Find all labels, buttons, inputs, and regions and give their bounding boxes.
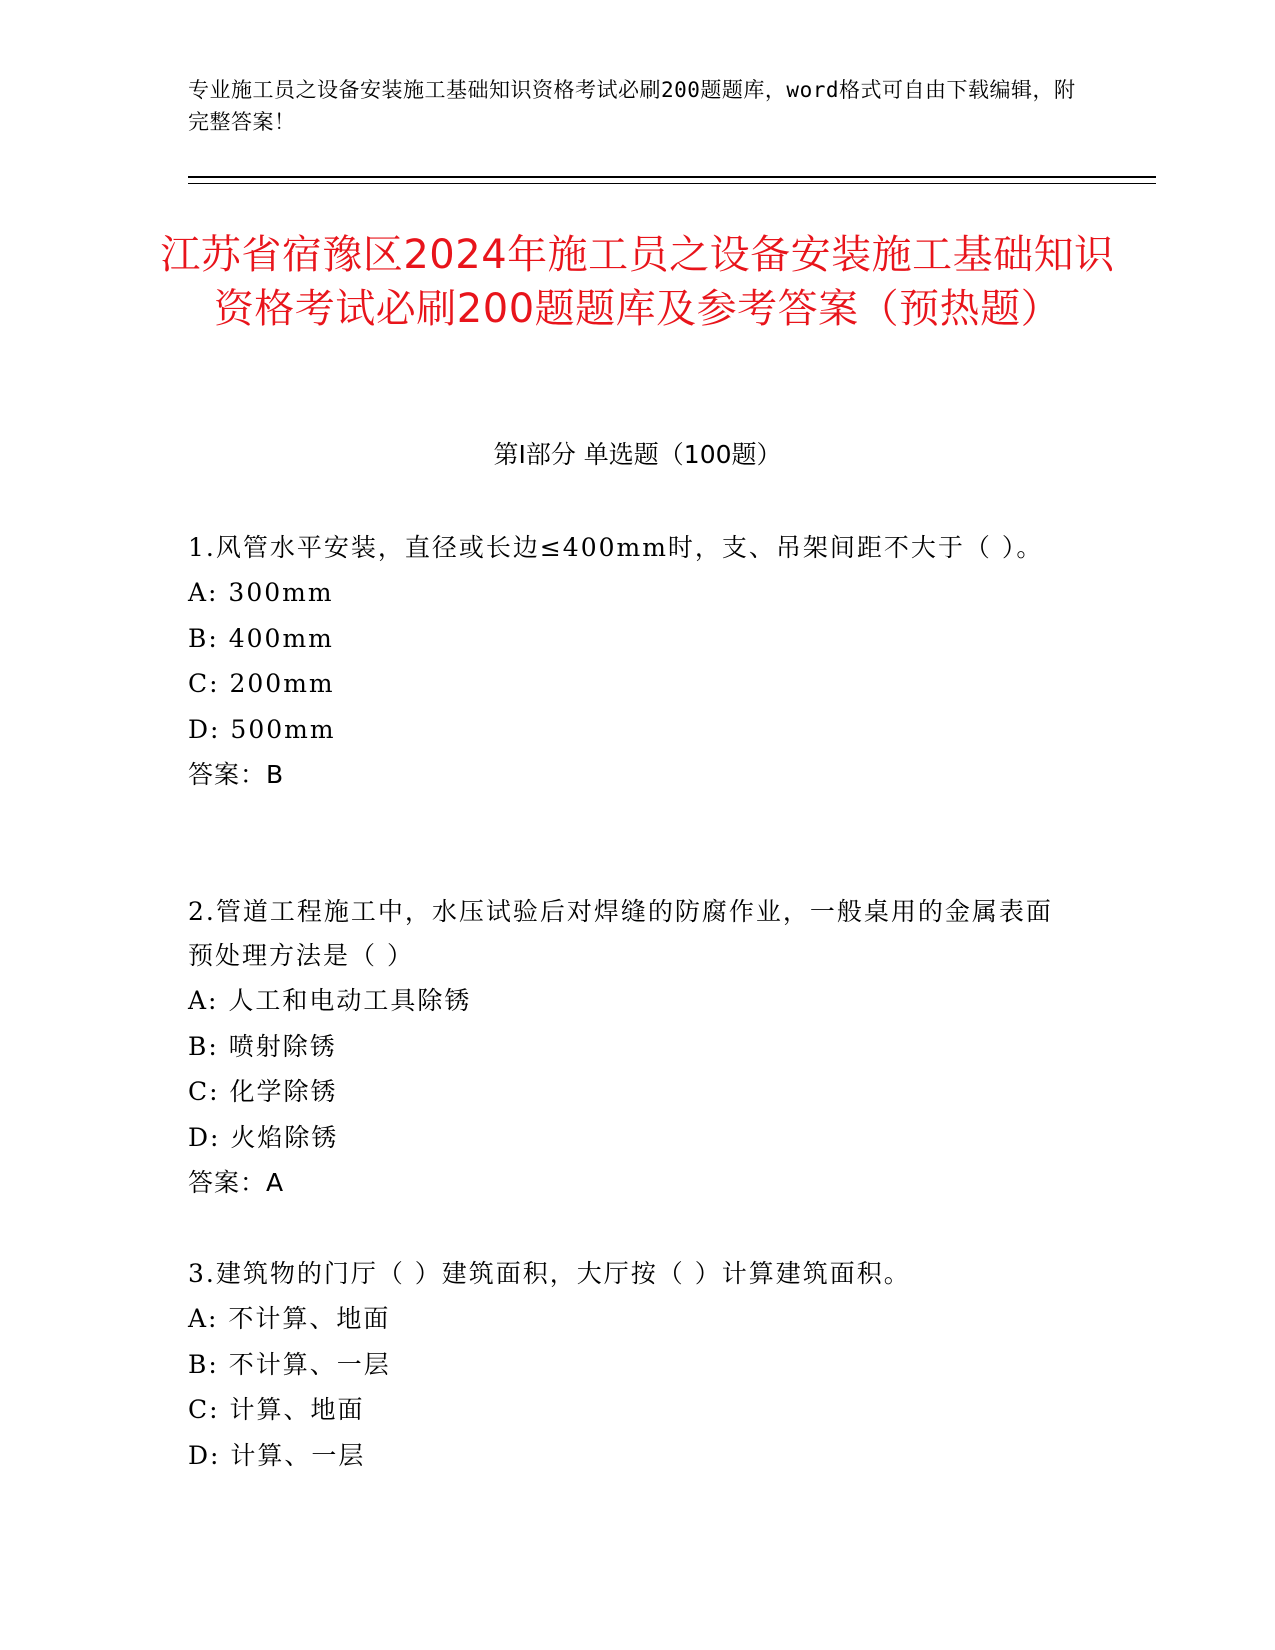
question-stem: 2.管道工程施工中，水压试验后对焊缝的防腐作业，一般桌用的金属表面预处理方法是（ ） [188, 897, 1053, 970]
header-intro: 专业施工员之设备安装施工基础知识资格考试必刷200题题库，word格式可自由下载编辑，附完整答案！ [188, 78, 1076, 134]
option-b: B: 喷射除锈 [188, 1031, 337, 1061]
answer-line: 答案：A [188, 1168, 285, 1197]
option-a: A: 不计算、地面 [188, 1304, 391, 1333]
option-b: B: 400mm [188, 623, 334, 653]
answer-line: 答案：B [188, 760, 285, 789]
option-d: D: 火焰除锈 [188, 1122, 339, 1152]
question-stem: 3.建筑物的门厅（ ）建筑面积，大厅按（ ）计算建筑面积。 [188, 1259, 911, 1288]
option-d: D: 计算、一层 [188, 1440, 366, 1470]
document-title: 江苏省宿豫区2024年施工员之设备安装施工基础知识资格考试必刷200题题库及参考答案（预热题） [160, 232, 1115, 332]
option-b: B: 不计算、一层 [188, 1349, 391, 1379]
option-c: C: 化学除锈 [188, 1077, 338, 1106]
question-2 [188, 890, 1068, 1206]
option-c: C: 200mm [188, 669, 335, 698]
option-c: C: 计算、地面 [188, 1395, 365, 1424]
section-title: 第Ⅰ部分 单选题（100题） [493, 440, 782, 469]
option-d: D: 500mm [188, 714, 336, 744]
question-stem: 1.风管水平安装，直径或长边≤400mm时，支、吊架间距不大于（ ）。 [188, 533, 1044, 562]
question-1 [188, 526, 1068, 798]
option-a: A: 人工和电动工具除锈 [188, 986, 472, 1015]
option-a: A: 300mm [188, 578, 334, 607]
question-3 [188, 1252, 1068, 1478]
header-divider-thin [188, 183, 1156, 184]
header-divider-thick [188, 176, 1156, 178]
